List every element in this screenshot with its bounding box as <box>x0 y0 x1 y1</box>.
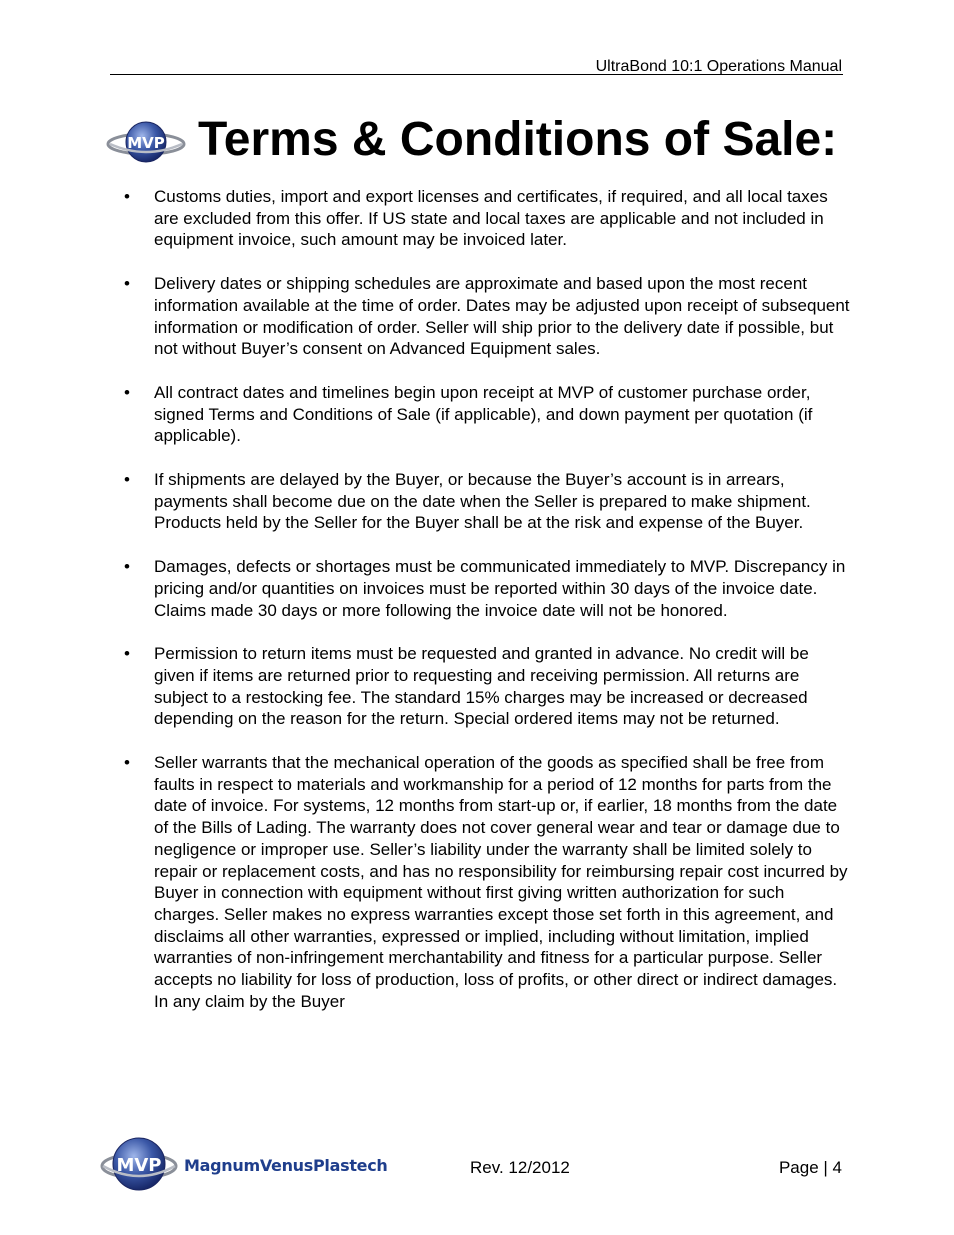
term-text: If shipments are delayed by the Buyer, or because the Buyer’s account is in arrears, payments shall become due on the date when the Seller is prepared to make shipment. Products held by the Seller for the Buyer shall be at the risk and expense of the Buyer. <box>154 470 811 533</box>
list-item <box>124 643 854 730</box>
page-title: Terms & Conditions of Sale: <box>198 113 838 166</box>
bullet-icon: • <box>124 753 130 773</box>
title-logo-text: MVP <box>127 134 165 152</box>
term-text: Permission to return items must be requested and granted in advance. No credit will be given if items are returned prior to requesting and receiving permission. All returns are subject to a restocking fee. The standard 15% charges may be increased or decreased depending on the reason for the return. Special ordered items may not be returned. <box>154 644 809 729</box>
list-item <box>124 273 854 360</box>
bullet-icon: • <box>124 644 130 664</box>
revision-date: Rev. 12/2012 <box>470 1158 570 1177</box>
term-text: All contract dates and timelines begin upon receipt at MVP of customer purchase order, signed Terms and Conditions of Sale (if applicable), and down payment per quotation (if applicable). <box>154 382 813 446</box>
bullet-icon: • <box>124 470 130 490</box>
bullet-icon: • <box>124 274 130 294</box>
list-item <box>124 382 854 447</box>
mvp-logo-icon <box>106 118 186 166</box>
bullet-icon: • <box>124 187 130 206</box>
mvp-globe-icon <box>100 1134 178 1194</box>
term-text: Damages, defects or shortages must be communicated immediately to MVP. Discrepancy in pricing and/or quantities on invoices must be reported within 30 days of the invoice date. Claims made 30 days or more following the invoice date will not be honored. <box>154 557 846 620</box>
list-item <box>124 752 854 1012</box>
list-item <box>124 469 854 534</box>
page-number: Page | 4 <box>778 1158 842 1177</box>
bullet-icon: • <box>124 557 130 577</box>
bullet-icon: • <box>124 382 130 402</box>
term-text: Seller warrants that the mechanical operation of the goods as specified shall be free from faults in respect to materials and workmanship for a period of 12 months for parts from the date of invoice. For systems, 12 months from start-up or, if earlier, 18 months from the date of the Bills of Lading. The warranty does not cover general wear and tear or damage due to negligence or improper use. Seller’s liability under the warranty shall be limited solely to repair or replacement costs, and has no responsibility for reimbursing repair cost incurred by Buyer in connection with equipment without first giving written authorization for such charges. Seller makes no express warranties except those set forth in this agreement, and disclaims all other warranties, expressed or implied, including without limitation, implied warranties of non-infringement merchantability and fitness for a particular purpose. Seller accepts no liability for loss of production, loss of profits, or other direct or indirect damages. In any claim by the Buyer <box>154 753 848 1011</box>
list-item <box>124 186 854 251</box>
term-text: Customs duties, import and export licenses and certificates, if required, and all local taxes are excluded from this offer. If US state and local taxes are applicable and not included in equipment invoice, such amount may be invoiced later. <box>154 187 828 250</box>
terms-list <box>124 186 854 1035</box>
brand-name: MagnumVenusPlastech <box>184 1156 388 1175</box>
header-divider <box>110 74 843 75</box>
list-item <box>124 556 854 621</box>
footer-logo-text: MVP <box>116 1155 162 1176</box>
running-header-title: UltraBond 10:1 Operations Manual <box>595 58 842 75</box>
footer-brand-logo <box>100 1134 390 1196</box>
term-text: Delivery dates or shipping schedules are approximate and based upon the most recent information available at the time of order. Dates may be adjusted upon receipt of subsequent information or modification of order. Seller will ship prior to the delivery date if possible, but not without Buyer’s consent on Advanced Equipment sales. <box>154 274 850 359</box>
